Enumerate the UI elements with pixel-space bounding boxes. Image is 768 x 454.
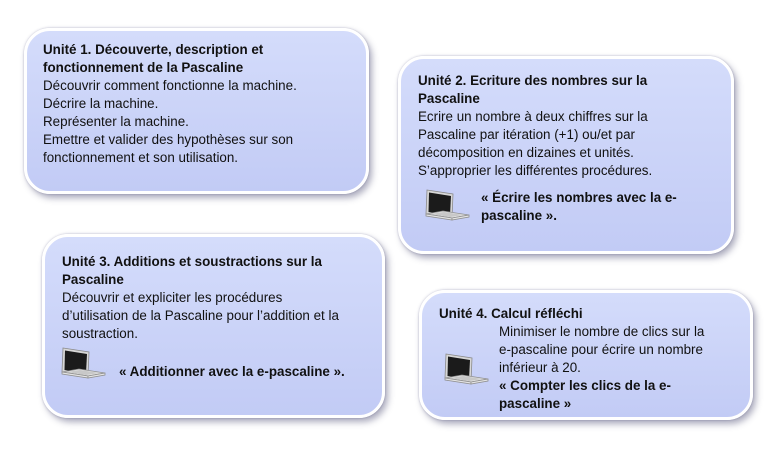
- laptop-icon[interactable]: [421, 189, 471, 227]
- unit-1-body-line-3: Représenter la machine.: [43, 114, 189, 129]
- unit-2-link[interactable]: [481, 189, 677, 225]
- unit-2-body-line-4: S’approprier les différentes procédures.: [418, 163, 653, 178]
- unit-1-title-line-1: Unité 1. Découverte, description et: [43, 42, 264, 57]
- unit-3-link[interactable]: [119, 363, 345, 381]
- unit-4-body-line-3: inférieur à 20.: [499, 360, 581, 375]
- unit-4-title-line-1: Unité 4. Calcul réfléchi: [439, 306, 583, 321]
- unit-4-content: [499, 323, 704, 413]
- unit-2-body-line-2: Pascaline par itération (+1) ou/et par: [418, 127, 635, 142]
- unit-4-link-line-1[interactable]: « Compter les clics de la e-: [499, 378, 671, 393]
- unit-2-title-line-1: Unité 2. Ecriture des nombres sur la: [418, 73, 648, 88]
- laptop-icon[interactable]: [57, 347, 107, 385]
- unit-1-title-line-2: fonctionnement de la Pascaline: [43, 60, 244, 75]
- unit-1-body-line-2: Décrire la machine.: [43, 96, 159, 111]
- unit-2-body-line-3: décomposition en dizaines et unités.: [418, 145, 634, 160]
- unit-3-card: [42, 234, 385, 418]
- laptop-icon[interactable]: [440, 353, 490, 391]
- unit-3-body-line-3: soustraction.: [62, 326, 138, 341]
- unit-4-card: [419, 290, 753, 420]
- unit-1-body-line-4: Emettre et valider des hypothèses sur son: [43, 132, 294, 147]
- unit-2-card: [398, 56, 734, 254]
- unit-4-body-line-2: e-pascaline pour écrire un nombre: [499, 342, 703, 357]
- unit-3-body-line-2: d’utilisation de la Pascaline pour l’addition et la: [62, 308, 339, 323]
- unit-1-card: [24, 28, 369, 194]
- unit-1-body-line-5: fonctionnement et son utilisation.: [43, 150, 239, 165]
- unit-4-body-line-1: Minimiser le nombre de clics sur la: [499, 324, 705, 339]
- unit-1-body-line-1: Découvrir comment fonctionne la machine.: [43, 78, 297, 93]
- unit-2-title-line-2: Pascaline: [418, 91, 480, 106]
- unit-3-link-line-1[interactable]: « Additionner avec la e-pascaline ».: [119, 364, 345, 379]
- unit-2-body-line-1: Ecrire un nombre à deux chiffres sur la: [418, 109, 648, 124]
- unit-3-title-line-1: Unité 3. Additions et soustractions sur la: [62, 254, 322, 269]
- unit-4-link-line-2[interactable]: pascaline »: [499, 396, 572, 411]
- unit-2-link-line-1[interactable]: « Écrire les nombres avec la e-: [481, 190, 677, 205]
- unit-3-body-line-1: Découvrir et expliciter les procédures: [62, 290, 283, 305]
- unit-3-title-line-2: Pascaline: [62, 272, 124, 287]
- unit-2-link-line-2[interactable]: pascaline ».: [481, 208, 557, 223]
